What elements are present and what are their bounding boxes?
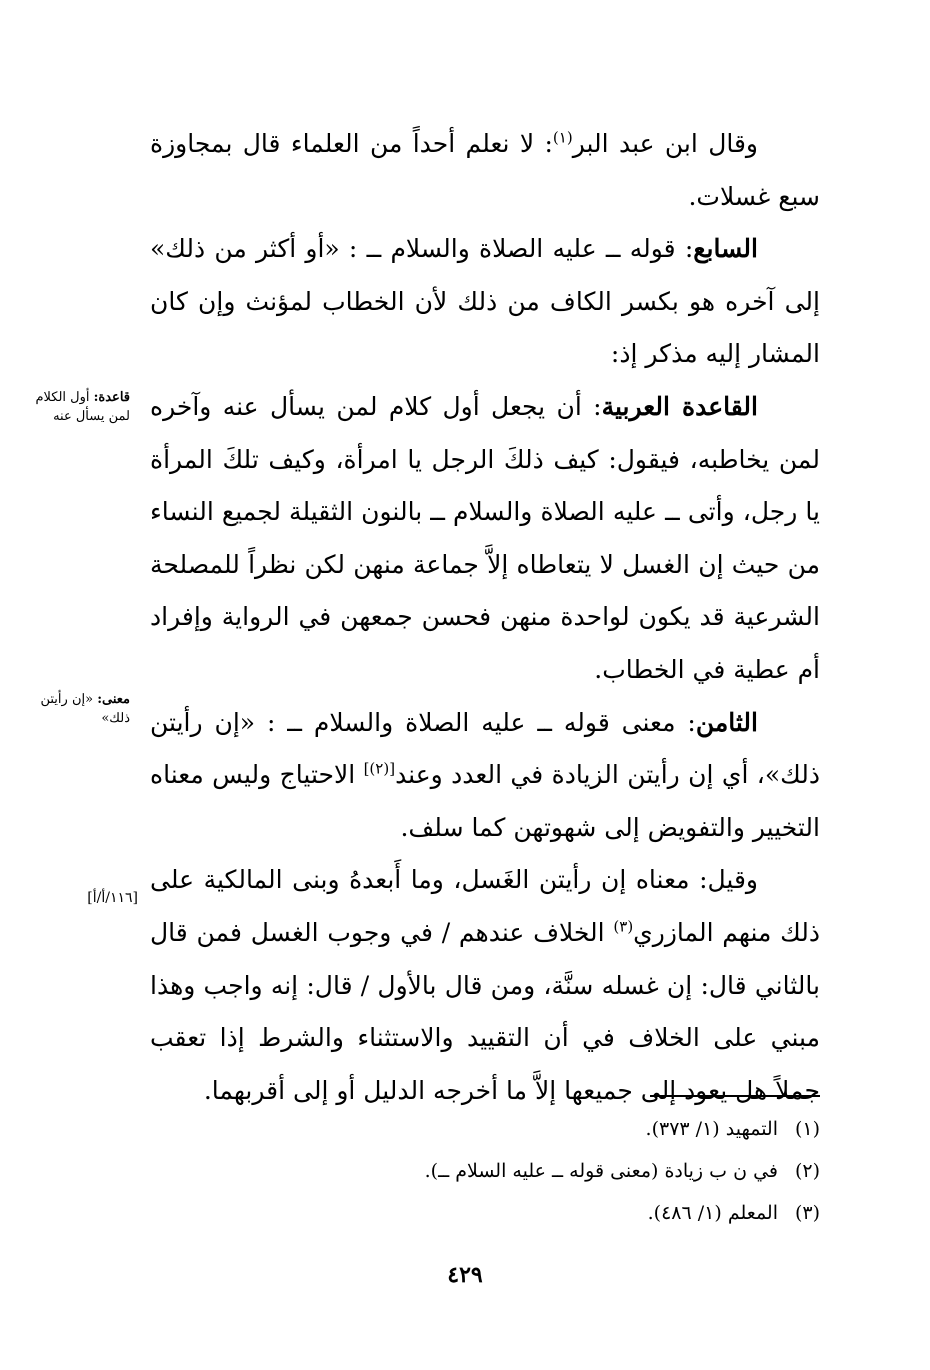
footnote-1 <box>150 1108 820 1150</box>
footnote-3 <box>150 1192 820 1234</box>
footnote-number: (٣) <box>794 1202 820 1224</box>
margin-note-text: «إن رأيتن ذلك» <box>40 692 130 726</box>
paragraph-text: : أن يجعل أول كلام لمن يسأل عنه وآخره لمن يخاطبه، فيقول: كيف ذلكَ الرجل يا امرأة، وكيف تلكَ المرأة يا رجل، وأتى ــ عليه الصلاة والسلام ــ بالنون الثقيلة لجميع النساء من حيث إن الغسل لا يتعاطاه إلاَّ جماعة منهن لكن نظراً للمصلحة الشرعية قد يكون لواحدة منهن فحسن جمعهن في الرواية وإفراد أم عطية في الخطاب. <box>150 391 820 684</box>
paragraph-ibn-abd-al-barr <box>150 118 820 223</box>
paragraph-text-continued: : لا نعلم أحداً من العلماء قال بمجاوزة سبع غسلات. <box>150 129 820 211</box>
main-text <box>150 118 820 1117</box>
footnotes <box>150 1108 820 1234</box>
margin-note-title: قاعدة: <box>93 390 130 405</box>
paragraph-text-continued: الاحتياج وليس معناه التخيير والتفويض إلى شهوتهن كما سلف. <box>150 760 820 842</box>
footnote-2 <box>150 1150 820 1192</box>
footnote-separator <box>650 1095 820 1097</box>
paragraph-lead: الثامن <box>695 707 758 737</box>
footnote-text: في ن ب زيادة (معنى قوله ــ عليه السلام ــ). <box>424 1160 778 1182</box>
paragraph-text-continued: الخلاف عندهم / في وجوب الغسل فمن قال بالثاني قال: إن غسله سنَّة، ومن قال بالأول / قال: إنه واجب وهذا مبني على الخلاف في أن التقييد والاستثناء والشرط إذا تعقب جملاً هل يعود إلى جميعها إلاَّ ما أخرجه الدليل أو إلى أقربهما. <box>150 917 820 1105</box>
paragraph-text: وقيل: معناه إن رأيتن الغَسل، وما أَبعدهُ وبنى المالكية على ذلك منهم المازري <box>150 865 820 947</box>
paragraph-text: وقال ابن عبد البر <box>572 129 758 158</box>
paragraph-seventh <box>150 223 820 381</box>
footnote-text: التمهيد (١/ ٣٧٣). <box>645 1118 778 1140</box>
margin-note-meaning <box>30 690 130 728</box>
margin-note-arabic-rule <box>30 388 130 426</box>
page-number: ٤٢٩ <box>447 1262 483 1288</box>
footnote-ref-1[interactable]: (١) <box>552 128 573 147</box>
footnote-text: المعلم (١/ ٤٨٦). <box>647 1202 778 1224</box>
manuscript-folio-ref: [١١٦/أ/أ] <box>87 890 138 906</box>
paragraph-lead: القاعدة العربية <box>601 391 758 421</box>
margin-note-text: أول الكلام لمن يسأل عنه <box>35 390 130 424</box>
margin-note-title: معنى: <box>97 692 130 707</box>
footnote-ref-3[interactable]: (٣) <box>613 917 634 936</box>
paragraph-text: : معنى قوله ــ عليه الصلاة والسلام ــ : «إن رأيتن ذلك»، أي إن رأيتن الزيادة في العدد وعند <box>150 707 820 790</box>
footnote-number: (١) <box>794 1118 820 1140</box>
paragraph-text: : قوله ــ عليه الصلاة والسلام ــ : «أو أكثر من ذلك» إلى آخره هو بكسر الكاف من ذلك لأن الخطاب لمؤنث وإن كان المشار إليه مذكر إذ: <box>150 234 820 369</box>
footnote-number: (٢) <box>794 1160 820 1182</box>
paragraph-lead: السابع <box>693 234 758 264</box>
footnote-ref-2[interactable]: [(٢)] <box>363 759 396 778</box>
paragraph-eighth <box>150 697 820 855</box>
paragraph-maziri <box>150 854 820 1117</box>
paragraph-arabic-rule <box>150 381 820 697</box>
